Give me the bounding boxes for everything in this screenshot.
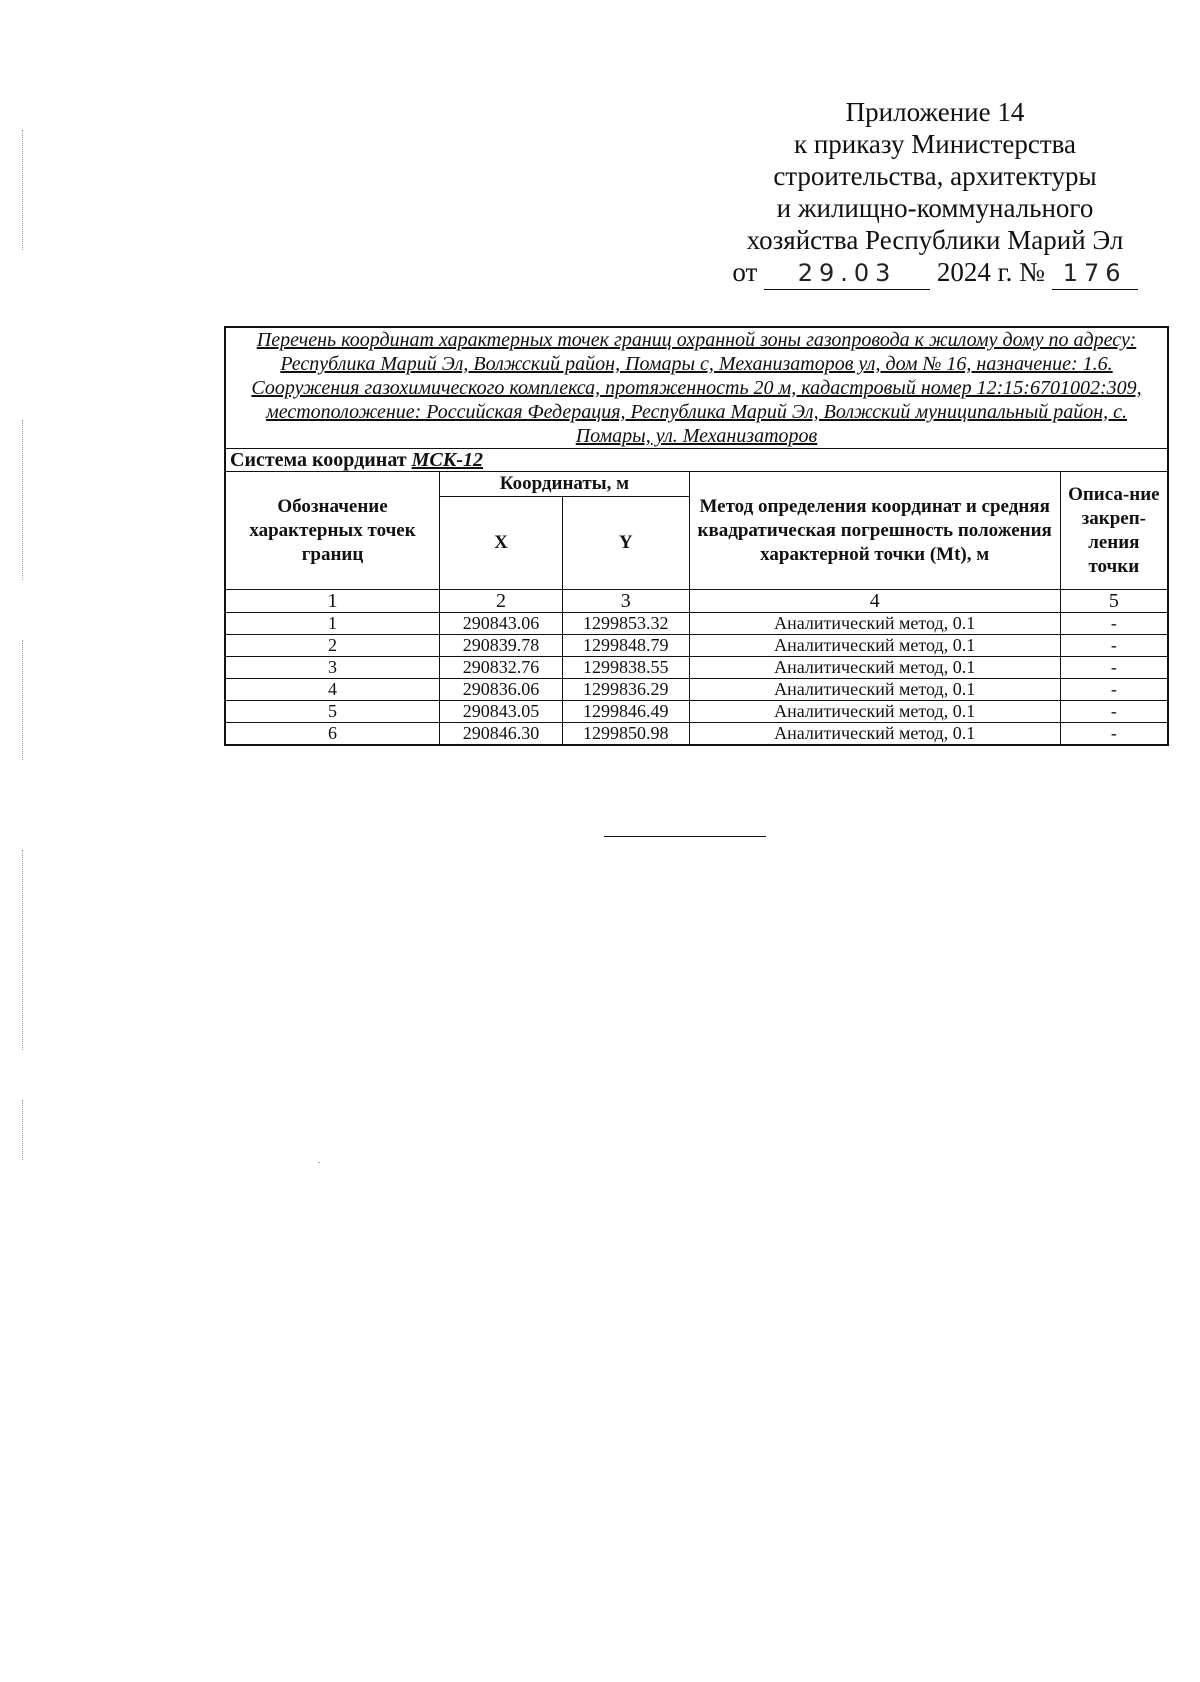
coordinate-x: 290843.05 [440, 701, 563, 723]
scan-artifact [22, 640, 23, 760]
header-line: к приказу Министерства [793, 129, 1077, 159]
header-coordinates: Координаты, м [440, 472, 690, 497]
description-cell: - [1060, 679, 1168, 701]
end-separator-line [604, 836, 766, 837]
coordinates-table [224, 326, 1169, 746]
method-cell: Аналитический метод, 0.1 [689, 657, 1060, 679]
scan-artifact [22, 1100, 23, 1160]
description-cell: - [1060, 723, 1168, 746]
point-number: 1 [225, 613, 440, 635]
coordinate-y: 1299850.98 [562, 723, 689, 746]
table-title: Перечень координат характерных точек границ охранной зоны газопровода к жилому дому по адресу: Республика Марий Эл, Волжский район, Помары с, Механизаторов ул, дом № 16, назначение: 1.6. Сооружения газохимического комплекса, протяженность 20 м, кадастровый номер 12:15:6701002:309, местоположение: Российская Федерация, Республика Марий Эл, Волжский муниципальный район, с. Помары, ул. Механизаторов [225, 327, 1168, 449]
scan-artifact [22, 130, 23, 250]
column-number: 4 [689, 590, 1060, 613]
description-cell: - [1060, 635, 1168, 657]
column-number: 5 [1060, 590, 1168, 613]
coordinate-y: 1299846.49 [562, 701, 689, 723]
method-cell: Аналитический метод, 0.1 [689, 635, 1060, 657]
method-cell: Аналитический метод, 0.1 [689, 679, 1060, 701]
table-row [225, 679, 1168, 701]
scan-artifact [22, 850, 23, 1050]
order-date-line [700, 256, 1170, 290]
coordinate-y: 1299848.79 [562, 635, 689, 657]
header-y: Y [562, 497, 689, 590]
method-cell: Аналитический метод, 0.1 [689, 723, 1060, 746]
handwritten-date: 29.03 [764, 257, 930, 290]
header-line: строительства, архитектуры [773, 161, 1097, 191]
column-number: 2 [440, 590, 563, 613]
point-number: 4 [225, 679, 440, 701]
table-row [225, 613, 1168, 635]
coordinate-y: 1299853.32 [562, 613, 689, 635]
coordinate-y: 1299838.55 [562, 657, 689, 679]
column-number-row [225, 590, 1168, 613]
method-cell: Аналитический метод, 0.1 [689, 613, 1060, 635]
scan-artifact [22, 420, 23, 580]
description-cell: - [1060, 701, 1168, 723]
coordinate-system-row [225, 449, 1168, 472]
handwritten-order-number: 176 [1052, 257, 1138, 290]
coordinate-x: 290832.76 [440, 657, 563, 679]
coordinate-system-label: Система координат [230, 449, 407, 471]
table-row [225, 657, 1168, 679]
header-line: и жилищно-коммунального [776, 193, 1094, 223]
coordinate-x: 290846.30 [440, 723, 563, 746]
point-number: 3 [225, 657, 440, 679]
header-description: Описа-ние закреп-ления точки [1060, 472, 1168, 590]
coordinate-y: 1299836.29 [562, 679, 689, 701]
header-line: Приложение 14 [845, 97, 1025, 127]
coordinate-x: 290836.06 [440, 679, 563, 701]
description-cell: - [1060, 613, 1168, 635]
point-number: 2 [225, 635, 440, 657]
point-number: 5 [225, 701, 440, 723]
column-number: 3 [562, 590, 689, 613]
header-method: Метод определения координат и средняя квадратическая погрешность положения характерной точки (Mt), м [689, 472, 1060, 590]
appendix-header [700, 96, 1170, 290]
column-number: 1 [225, 590, 440, 613]
table-row [225, 723, 1168, 746]
table-row [225, 701, 1168, 723]
coordinate-x: 290843.06 [440, 613, 563, 635]
header-line: хозяйства Республики Марий Эл [746, 225, 1124, 255]
header-point-designation: Обозначение характерных точек границ [225, 472, 440, 590]
point-number: 6 [225, 723, 440, 746]
date-prefix: от [732, 257, 758, 287]
header-x: X [440, 497, 563, 590]
method-cell: Аналитический метод, 0.1 [689, 701, 1060, 723]
description-cell: - [1060, 657, 1168, 679]
coordinate-x: 290839.78 [440, 635, 563, 657]
table-row [225, 635, 1168, 657]
coordinate-system-value: МСК-12 [411, 449, 483, 471]
scan-artifact [318, 1162, 320, 1163]
year-and-number-label: 2024 г. № [936, 257, 1045, 287]
